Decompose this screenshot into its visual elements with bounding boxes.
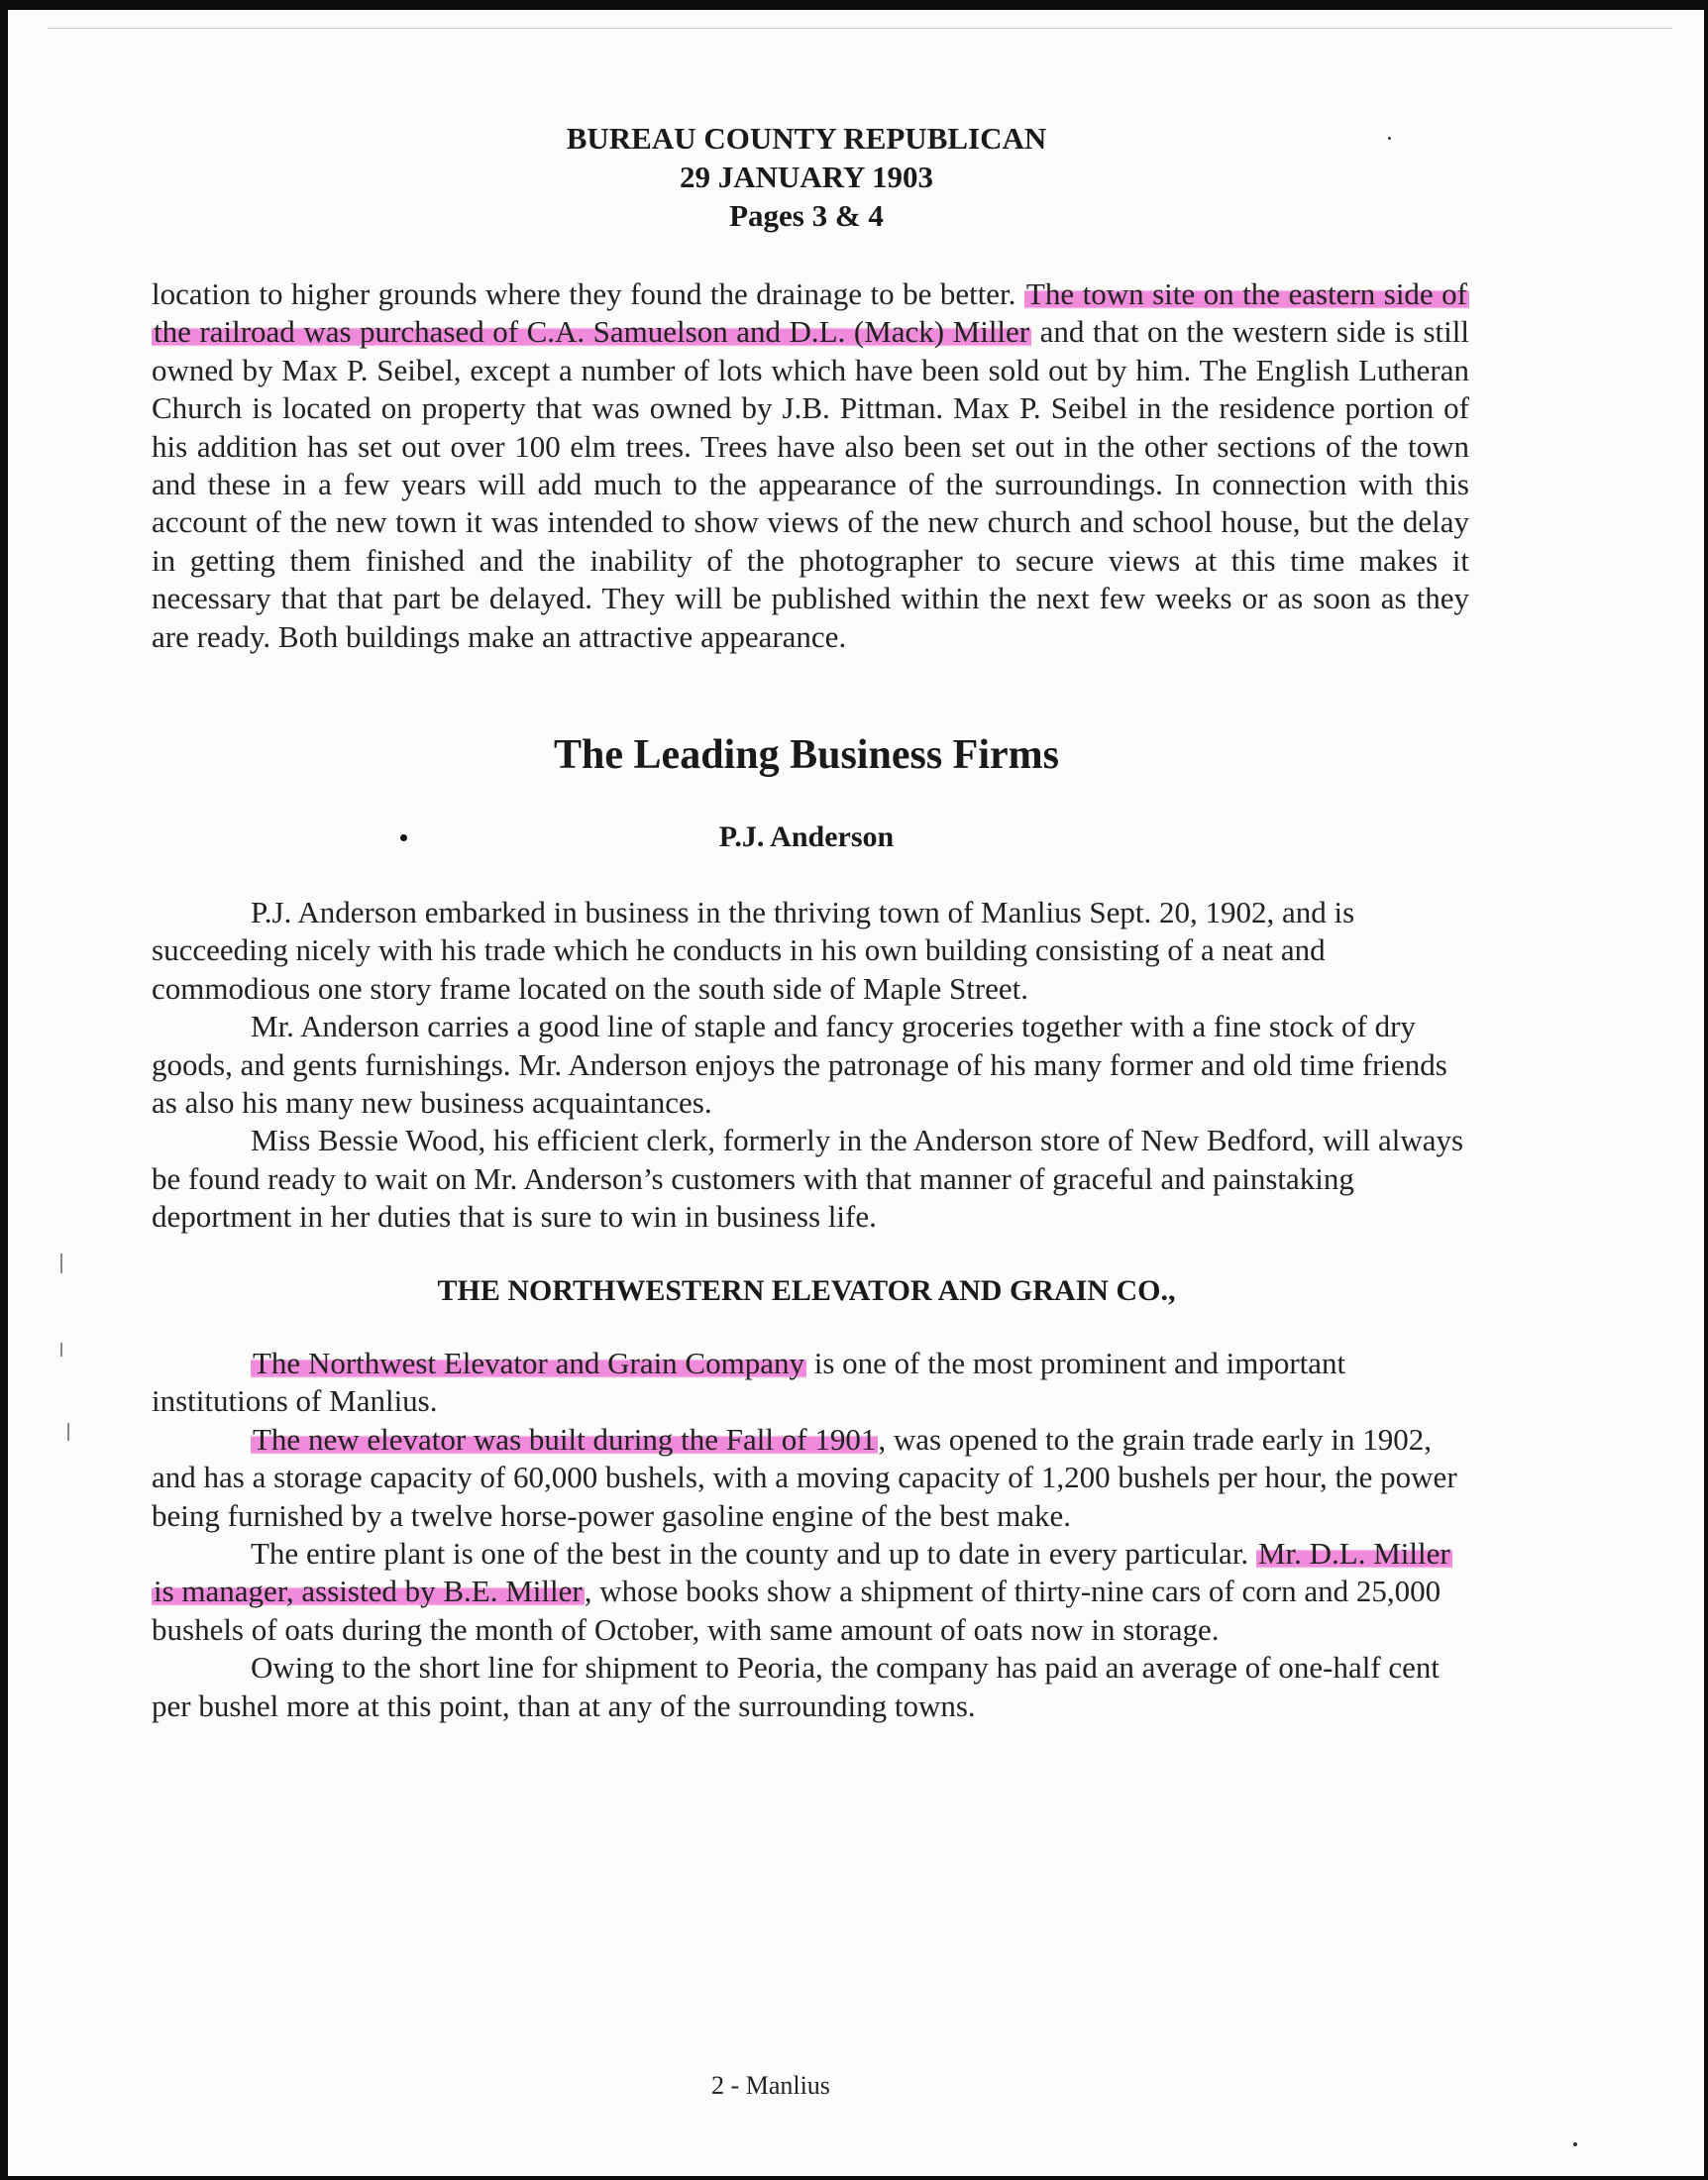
paper-speck	[1573, 2142, 1577, 2146]
issue-date: 29 JANUARY 1903	[679, 160, 934, 194]
newspaper-name: BUREAU COUNTY REPUBLICAN	[566, 121, 1047, 156]
page-footer: 2 - Manlius	[711, 2071, 830, 2100]
highlighted-text: The Northwest Elevator and Grain Company	[253, 1346, 804, 1380]
anderson-paragraph: Mr. Anderson carries a good line of staple and fancy groceries together with a fine stock of dry goods, and gents furnishings. Mr. Anderson enjoys the patronage of his many former and old time friends as also his many new business acquaintances.	[152, 1009, 1447, 1121]
elevator-heading: THE NORTHWESTERN ELEVATOR AND GRAIN CO.,	[437, 1274, 1176, 1307]
elevator-paragraph	[152, 1345, 1469, 1421]
page-range: Pages 3 & 4	[729, 198, 884, 233]
anderson-paragraph: Miss Bessie Wood, his efficient clerk, formerly in the Anderson store of New Bedford, will always be found ready to wait on Mr. Anderson’s customers with that manner of graceful and painstaking deportment in her duties that is sure to win in business life.	[152, 1123, 1464, 1235]
anderson-heading: P.J. Anderson	[718, 820, 895, 853]
section-title: The Leading Business Firms	[554, 732, 1059, 778]
elevator-paragraph	[152, 1421, 1469, 1535]
top-edge-line	[48, 28, 1672, 29]
elevator-paragraph	[152, 1535, 1469, 1649]
document-header	[8, 119, 1605, 235]
margin-mark	[60, 1254, 62, 1273]
intro-paragraph	[152, 275, 1469, 656]
elevator-article	[152, 1345, 1469, 1725]
highlighted-text: Mr. D.L. Miller is manager, assisted by B.E. Miller	[154, 1536, 1450, 1609]
intro-text: location to higher grounds where they found the drainage to be better.	[152, 276, 1024, 311]
paragraph-text: , was opened to the grain trade early in 1902, and has a storage capacity of 60,000 bushels, with a moving capacity of 1,200 bushels per hour, the power being furnished by a twelve horse-power gasoline engine of the best make.	[152, 1421, 1457, 1533]
intro-text: and that on the western side is still owned by Max P. Seibel, except a number of lots which have been sold out by him. The English Lutheran Church is located on property that was owned by J.B. Pittman. Max P. Seibel in the residence portion of his addition has set out over 100 elm trees. Trees have also been set out in the other sections of the town and these in a few years will add much to the appearance of the surroundings. In connection with this account of the new town it was intended to show views of the new church and school house, but the delay in getting them finished and the inability of the photographer to secure views at this time makes it necessary that that part be delayed. They will be published within the next few weeks or as soon as they are ready. Both buildings make an attractive appearance.	[152, 314, 1469, 654]
highlighted-text: The new elevator was built during the Fall of 1901	[253, 1421, 877, 1457]
margin-mark	[67, 1423, 69, 1441]
document-page	[8, 10, 1704, 2176]
paragraph-text: is one of the most prominent and important institutions of Manlius.	[152, 1346, 1346, 1419]
elevator-paragraph: Owing to the short line for shipment to Peoria, the company has paid an average of one-half cent per bushel more at this point, than at any of the surrounding towns.	[152, 1650, 1441, 1723]
highlighted-text: The town site on the eastern side of the railroad was purchased of C.A. Samuelson and D.L. (Mack) Miller	[154, 276, 1468, 350]
paragraph-text: The entire plant is one of the best in the county and up to date in every particular.	[251, 1536, 1256, 1572]
paragraph-text: , whose books show a shipment of thirty-nine cars of corn and 25,000 bushels of oats during the month of October, with same amount of oats now in storage.	[152, 1574, 1441, 1647]
anderson-article	[152, 894, 1469, 1237]
margin-mark	[60, 1343, 62, 1357]
anderson-paragraph: P.J. Anderson embarked in business in the thriving town of Manlius Sept. 20, 1902, and is succeeding nicely with his trade which he conducts in his own building consisting of a neat and commodious one story frame located on the south side of Maple Street.	[152, 895, 1355, 1006]
